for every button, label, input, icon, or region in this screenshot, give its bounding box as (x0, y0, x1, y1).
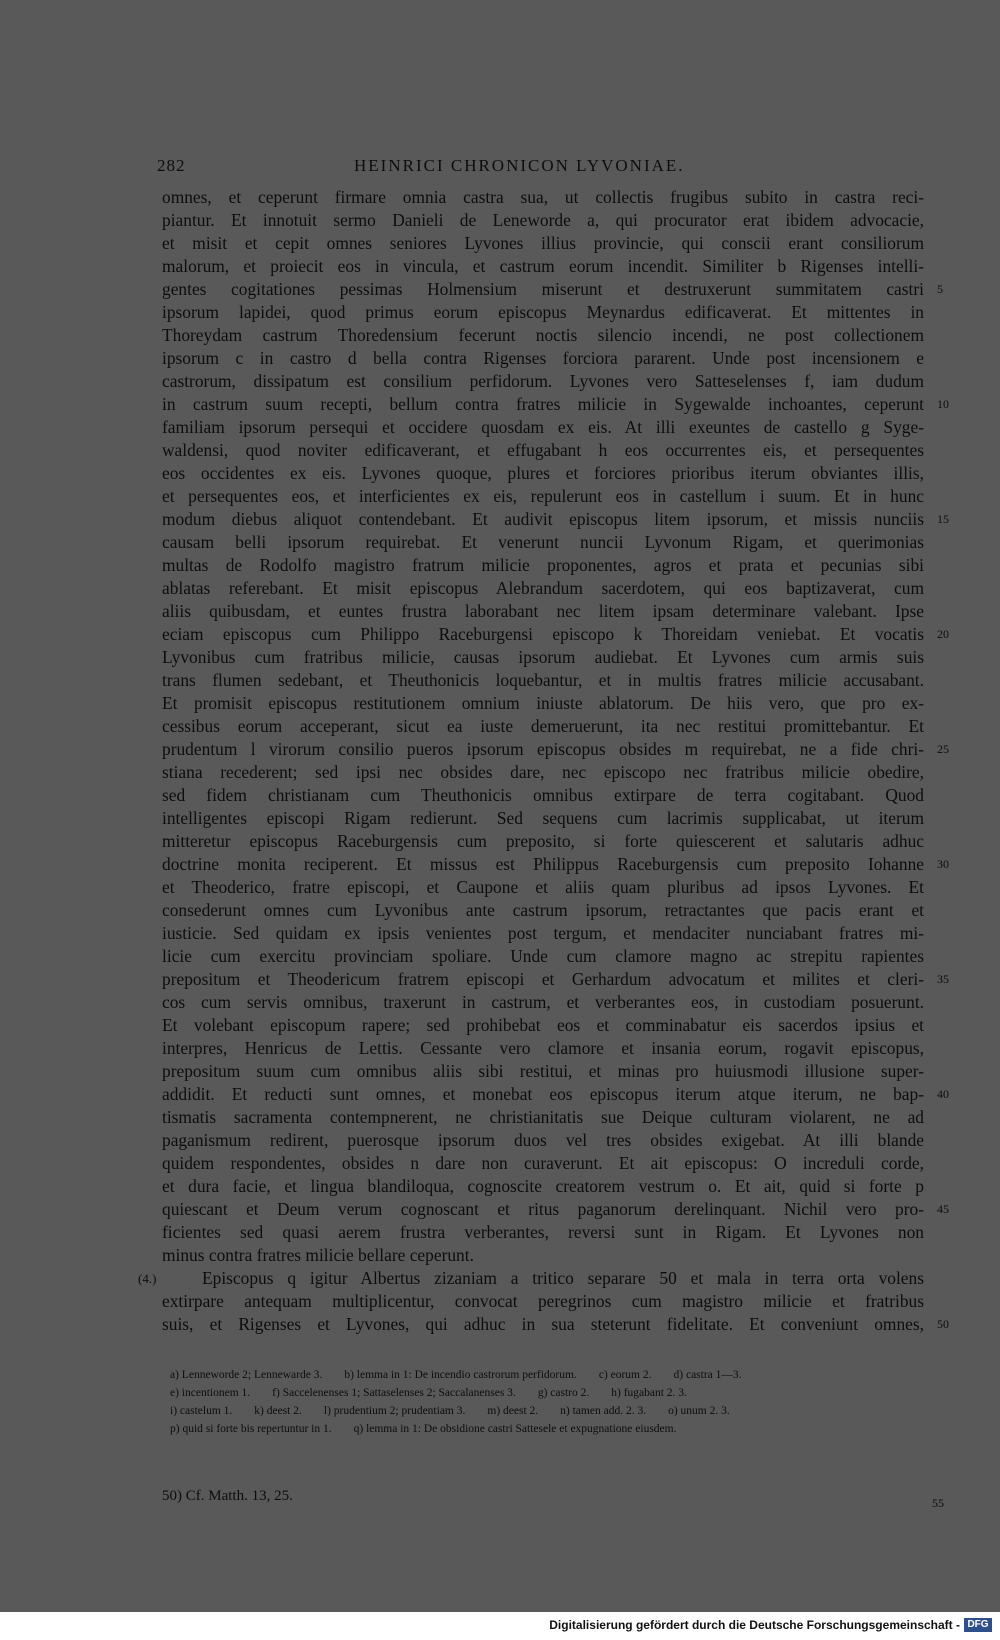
line-text: ipsorum lapidei, quod primus eorum episcopus Meynardus edificaverat. Et mittentes in (162, 302, 924, 322)
text-line (162, 209, 924, 232)
running-title: HEINRICI CHRONICON LYVONIAE. (354, 156, 685, 175)
line-text: ficientes sed quasi aerem frustra verberantes, reversi sunt in Rigam. Et Lyvones non (162, 1222, 924, 1242)
text-line (162, 1198, 949, 1221)
text-line (162, 830, 924, 853)
text-line (162, 508, 949, 531)
line-text: et Theoderico, fratre episcopi, et Caupone et aliis quam pluribus ad ipsos Lyvones. Et (162, 877, 924, 897)
footnote: k) deest 2. (254, 1405, 302, 1417)
line-number: 30 (937, 857, 949, 871)
line-text: cos cum servis omnibus, traxerunt in castrum, et verberantes eos, in custodiam posuerunt. (162, 992, 924, 1012)
footnote: o) unum 2. 3. (668, 1405, 730, 1417)
line-text: eciam episcopus cum Philippo Raceburgensi episcopo k Thoreidam veniebat. Et vocatis (162, 624, 924, 644)
footnote: m) deest 2. (487, 1405, 539, 1417)
line-text: cessibus eorum acceperant, sicut ea iuste demeruerunt, ita nec restitui promittebantur. Et (162, 716, 924, 736)
line-text: Thoreydam castrum Thoredensium fecerunt noctis silencio incendi, ne post collectionem (162, 325, 924, 345)
line-text: malorum, et proiecit eos in vincula, et castrum eorum incendit. Similiter b Rigenses intelli- (162, 256, 924, 276)
line-text: stiana recederent; sed ipsi nec obsides dare, nec episcopo nec fratribus milicie obedire, (162, 762, 924, 782)
text-line (162, 784, 924, 807)
text-line (162, 1014, 924, 1037)
line-number: 40 (937, 1087, 949, 1101)
text-line (162, 922, 924, 945)
line-text: Et volebant episcopum rapere; sed prohibebat eos et comminabatur eis sacerdos ipsius et (162, 1015, 924, 1035)
text-line (162, 646, 924, 669)
footnote: h) fugabant 2. 3. (611, 1387, 687, 1399)
text-line (162, 876, 924, 899)
footnote: f) Saccelenenses 1; Sattaselenses 2; Saccalanenses 3. (272, 1387, 516, 1399)
line-text: prepositum suum cum omnibus aliis sibi restitui, et minas pro huiusmodi illusione super- (162, 1061, 924, 1081)
line-text: iusticie. Sed quidam ex ipsis venientes post tergum, et mendaciter nunciabant fratres mi- (162, 923, 924, 943)
line-text: suis, et Rigenses et Lyvones, qui adhuc in sua steterunt fidelitate. Et conveniunt omnes, (162, 1314, 924, 1334)
line-text: multas de Rodolfo magistro fratrum milicie proponentes, agros et prata et pecunias sibi (162, 555, 924, 575)
text-line (162, 1037, 924, 1060)
line-text: quiescant et Deum verum cognoscant et ritus paganorum derelinquant. Nichil vero pro- (162, 1199, 924, 1219)
footnote: a) Lenneworde 2; Lennewarde 3. (170, 1369, 323, 1381)
line-text: paganismum redirent, puerosque ipsorum duos vel tres obsides exigebat. At illi blande (162, 1130, 924, 1150)
line-number: 35 (937, 972, 949, 986)
text-line (162, 278, 943, 301)
text-line (162, 462, 924, 485)
line-text: familiam ipsorum persequi et occidere quosdam ex eis. At illi exeuntes de castello g Syge- (162, 417, 924, 437)
line-text: castrorum, dissipatum est consilium perfidorum. Lyvones vero Satteselenses f, iam dudum (162, 371, 924, 391)
line-text: prudentum l virorum consilio pueros ipsorum episcopus obsides m requirebat, ne a fide chri- (162, 739, 924, 759)
line-text: eos occidentes ex eis. Lyvones quoque, plures et forciores prioribus iterum obviantes illis, (162, 463, 924, 483)
text-line (162, 738, 949, 761)
text-line (162, 669, 924, 692)
line-text: Lyvonibus cum fratribus milicie, causas ipsorum audiebat. Et Lyvones cum armis suis (162, 647, 924, 667)
line-text: ipsorum c in castro d bella contra Rigenses forciora pararent. Unde post incensionem e (162, 348, 924, 368)
footnote: g) castro 2. (537, 1387, 590, 1399)
text-line (162, 1152, 924, 1175)
line-number: 50 (937, 1317, 949, 1331)
line-text: intelligentes episcopi Rigam redierunt. Sed sequens cum lacrimis supplicabat, ut iterum (162, 808, 924, 828)
footnote: d) castra 1—3. (673, 1369, 742, 1381)
footer-credit: Digitalisierung gefördert durch die Deutsche Forschungsgemeinschaft - (549, 1618, 960, 1632)
line-text: et misit et cepit omnes seniores Lyvones illius provincie, qui conscii erant consiliorum (162, 233, 924, 253)
footnote-row (170, 1384, 930, 1402)
line-number: 10 (937, 397, 949, 411)
line-text: modum diebus aliquot contendebant. Et audivit episcopus litem ipsorum, et missis nunciis (162, 509, 924, 529)
line-text: consederunt omnes cum Lyvonibus ante castrum ipsorum, retractantes que pacis erant et (162, 900, 924, 920)
text-line (162, 370, 924, 393)
text-line (162, 1106, 924, 1129)
text-line (162, 600, 924, 623)
footnote: l) prudentium 2; prudentiam 3. (323, 1405, 466, 1417)
text-line (162, 1244, 924, 1267)
line-text: sed fidem christianam cum Theuthonicis omnibus extirpare de terra cogitabant. Quod (162, 785, 924, 805)
line-text: trans flumen sedebant, et Theuthonicis loquebantur, et in multis fratres milicie accusabant. (162, 670, 924, 690)
text-line (162, 807, 924, 830)
text-line (162, 1221, 924, 1244)
text-line (162, 991, 924, 1014)
line-text: doctrine monita reciperent. Et missus est Philippus Raceburgensis cum preposito Iohanne (162, 854, 924, 874)
text-line (162, 1313, 949, 1336)
footer-bar (0, 1612, 1000, 1640)
margin-section-number: (4.) (138, 1271, 157, 1286)
footnote: e) incentionem 1. (170, 1387, 251, 1399)
line-text: tismatis sacramenta contempnerent, ne christianitatis sue Deique culturam violarent, ne ad (162, 1107, 924, 1127)
text-line (162, 531, 924, 554)
footnote: c) eorum 2. (598, 1369, 652, 1381)
line-text: gentes cogitationes pessimas Holmensium miserunt et destruxerunt summitatem castri (162, 279, 924, 299)
text-line (162, 1290, 924, 1313)
text-line (138, 1267, 924, 1290)
line-number: 5 (937, 282, 943, 296)
line-number: 20 (937, 627, 949, 641)
text-line (162, 1129, 924, 1152)
line-text: mitteretur episcopus Raceburgensis cum preposito, si forte quiescerent et salutaris adhuc (162, 831, 924, 851)
text-line (162, 301, 924, 324)
line-text: waldensi, quod noviter edificaverant, et effugabant h eos occurrentes eis, et persequentes (162, 440, 924, 460)
text-line (162, 1060, 924, 1083)
text-line (162, 324, 924, 347)
line-text: interpres, Henricus de Lettis. Cessante vero clamore et insania eorum, rogavit episcopus, (162, 1038, 924, 1058)
page-header (0, 152, 1000, 182)
line-text: et persequentes eos, et interficientes ex eis, repulerunt eos in castellum i suum. Et in hunc (162, 486, 924, 506)
text-line (162, 485, 924, 508)
footnote-row (170, 1402, 930, 1420)
line-text: licie cum exercitu provinciam spoliare. Unde cum clamore magno ac strepitu rapientes (162, 946, 924, 966)
text-line (162, 393, 949, 416)
bible-reference-note: 50) Cf. Matth. 13, 25. (162, 1488, 293, 1504)
text-line (162, 623, 949, 646)
page-number: 282 (157, 156, 186, 175)
text-line (162, 577, 924, 600)
dfg-logo: DFG (964, 1618, 992, 1632)
text-line (162, 1175, 924, 1198)
line-text: prepositum et Theodericum fratrem episcopi et Gerhardum advocatum et milites et cleri- (162, 969, 924, 989)
text-line (162, 945, 924, 968)
line-text: in castrum suum recepti, bellum contra fratres milicie in Sygewalde inchoantes, ceperunt (162, 394, 924, 414)
main-text (138, 186, 949, 1336)
line-text: Episcopus q igitur Albertus zizaniam a tritico separare 50 et mala in terra orta volens (202, 1268, 924, 1288)
line-text: piantur. Et innotuit sermo Danieli de Leneworde a, qui procurator erat ibidem advocacie, (162, 210, 924, 230)
text-line (162, 554, 924, 577)
text-line (162, 968, 949, 991)
line-text: addidit. Et reducti sunt omnes, et monebat eos episcopus iterum atque iterum, ne bap- (162, 1084, 924, 1104)
text-line (162, 692, 924, 715)
footnote: q) lemma in 1: De obsidione castri Sattesele et expugnatione eiusdem. (353, 1423, 677, 1435)
line-text: omnes, et ceperunt firmare omnia castra sua, ut collectis frugibus subito in castra reci- (162, 187, 924, 207)
text-line (162, 715, 924, 738)
footnote-row (170, 1366, 930, 1384)
text-line (162, 439, 924, 462)
text-line (162, 232, 924, 255)
line-text: quidem respondentes, obsides n dare non curaverunt. Et ait episcopus: O increduli corde, (162, 1153, 924, 1173)
line-text: ablatas referebant. Et misit episcopus Alebrandum sacerdotem, qui eos baptizaverat, cum (162, 578, 924, 598)
footnote-row (170, 1420, 930, 1438)
text-line (162, 899, 924, 922)
text-line (162, 255, 924, 278)
line-text: causam belli ipsorum requirebat. Et venerunt nuncii Lyvonum Rigam, et querimonias (162, 532, 924, 552)
text-line (162, 761, 924, 784)
signature-mark: 55 (932, 1496, 944, 1510)
footnote: b) lemma in 1: De incendio castrorum perfidorum. (344, 1369, 577, 1381)
text-line (162, 853, 949, 876)
footnote: i) castelum 1. (170, 1405, 233, 1417)
text-line (162, 416, 924, 439)
line-number: 25 (937, 742, 949, 756)
text-line (162, 1083, 949, 1106)
line-text: Et promisit episcopus restitutionem omnium iniuste ablatorum. De hiis vero, que pro ex- (162, 693, 924, 713)
footnote: p) quid si forte bis repertuntur in 1. (170, 1423, 332, 1435)
text-line (162, 186, 924, 209)
line-text: aliis quibusdam, et euntes frustra laborabant nec litem ipsam determinare valebant. Ipse (162, 601, 924, 621)
line-number: 15 (937, 512, 949, 526)
text-line (162, 347, 924, 370)
line-text: extirpare antequam multiplicentur, convocat peregrinos cum magistro milicie et fratribus (162, 1291, 924, 1311)
line-number: 45 (937, 1202, 949, 1216)
line-text: et dura facie, et lingua blandiloqua, cognoscite creatorem vestrum o. Et ait, quid si forte p (162, 1176, 924, 1196)
line-text: minus contra fratres milicie bellare ceperunt. (162, 1245, 474, 1265)
footnote: n) tamen add. 2. 3. (560, 1405, 647, 1417)
